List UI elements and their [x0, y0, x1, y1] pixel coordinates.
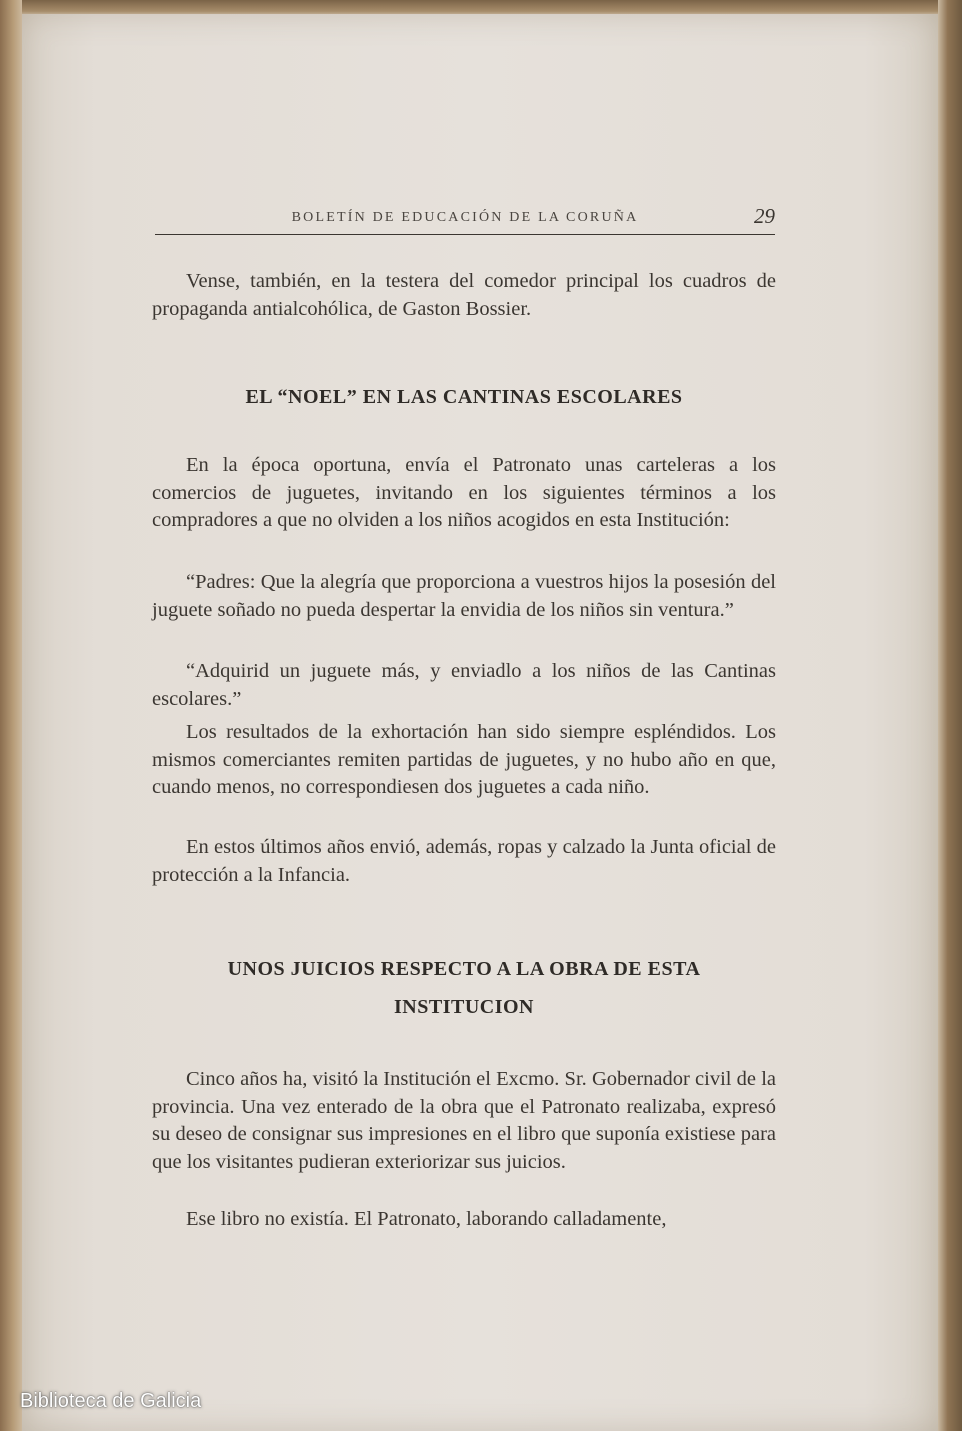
paragraph: En la época oportuna, envía el Patronato unas carteleras a los comercios de juguetes, invitando en los siguientes términos a los compradores a que no olviden a los niños acogidos en esta Institución: — [152, 454, 776, 531]
book-page-edge — [938, 0, 962, 1431]
page-number: 29 — [754, 204, 775, 228]
paragraph: Los resultados de la exhortación han sido siempre espléndidos. Los mismos comerciantes remiten partidas de juguetes, y no hubo año en que, cuando menos, no correspondiesen dos juguetes a cada niño. — [152, 721, 776, 798]
section-heading-noel: EL “NOEL” EN LAS CANTINAS ESCOLARES — [245, 386, 683, 408]
running-header — [155, 204, 775, 235]
running-title: BOLETÍN DE EDUCACIÓN DE LA CORUÑA — [291, 210, 639, 225]
paragraph: En estos últimos años envió, además, ropas y calzado la Junta oficial de protección a la Infancia. — [152, 836, 776, 886]
section-heading-juicios-line2: INSTITUCION — [394, 996, 534, 1018]
library-watermark: Biblioteca de Galicia — [20, 1390, 202, 1412]
section-heading-juicios-line1: UNOS JUICIOS RESPECTO A LA OBRA DE ESTA — [227, 958, 701, 980]
quote-paragraph: “Adquirid un juguete más, y enviadlo a los niños de las Cantinas escolares.” — [152, 660, 776, 710]
quote-paragraph: “Padres: Que la alegría que proporciona a vuestros hijos la posesión del juguete soñado no pueda despertar la envidia de los niños sin ventura.” — [152, 571, 776, 621]
intro-paragraph: Vense, también, en la testera del comedor principal los cuadros de propaganda antialcohólica, de Gaston Bossier. — [152, 270, 776, 320]
book-spine-edge — [0, 0, 22, 1431]
paragraph: Ese libro no existía. El Patronato, laborando calladamente, — [186, 1208, 667, 1230]
paragraph: Cinco años ha, visitó la Institución el Excmo. Sr. Gobernador civil de la provincia. Una vez enterado de la obra que el Patronato realizaba, expresó su deseo de consignar sus impresiones en el libro que suponía existiese para que los visitantes pudieran exteriorizar sus juicios. — [152, 1068, 776, 1173]
